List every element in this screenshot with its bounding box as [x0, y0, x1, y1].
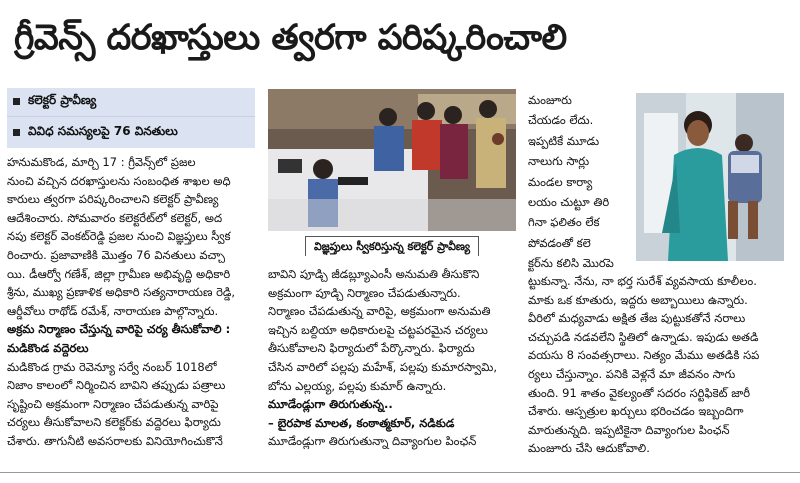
- subheading: మూడేండ్లుగా తిరుగుతున్న..: [268, 397, 393, 412]
- body-line: తుంది. 91 శాతం వైకల్యంతో సదరం సర్టిఫికెట్ జారీ: [528, 385, 751, 400]
- headline: గ్రీవెన్స్ దరఖాస్తులు త్వరగా పరిష్కరించాలి: [14, 18, 567, 58]
- body-line: మూడేండ్లుగా తిరుగుతున్నా దివ్యాంగుల పింఛన్: [268, 434, 477, 449]
- highlight-text: కలెక్టర్ ప్రావీణ్య: [28, 92, 97, 107]
- highlight-text: వివిధ సమస్యలపై 76 వినతులు: [28, 123, 178, 138]
- body-line: ర్యలు చేస్తున్నాం. పనికి వెళ్లనే మా జీవనం సాగు: [528, 366, 736, 381]
- body-line: యి. డీఆర్వో గణేశ్, జిల్లా గ్రామీణ అభివృద్ధి అధికారి: [7, 266, 231, 281]
- body-line: బోను ఎల్లయ్య, పల్లపు కుమార్ ఉన్నారు.: [268, 378, 447, 393]
- photo-caption: [268, 236, 516, 256]
- square-bullet-icon: [13, 98, 20, 105]
- news-photo-mother-child: [636, 93, 784, 261]
- body-line: శ్రీను, ముఖ్య ప్రణాళిక అధికారి సత్యనారాయణ రెడ్డి,: [7, 285, 236, 300]
- body-line: చచ్చుపడి నడవలేని స్థితిలో ఉన్నాడు. ఇపుడు అతడి: [528, 329, 759, 344]
- body-line: రించారు. ప్రజావాణికి మొత్తం 76 వినతులు వచ్చా: [7, 247, 226, 262]
- body-line: నుంచి వచ్చిన దరఖాస్తులను సంబంధిత శాఖల అధి: [7, 173, 231, 188]
- square-bullet-icon: [13, 129, 20, 136]
- body-line: చేశారు. ఆస్పత్రుల ఖర్చులు భరించడం ఇబ్బందిగా: [528, 404, 744, 419]
- body-line: నాలుగు సార్లు: [528, 154, 590, 169]
- body-line: చేసిన వారిలో పల్లపు మహేశ్, పల్లపు కుమారస్వామి,: [268, 359, 497, 374]
- body-line: హనుమకొండ, మార్చి 17 : గ్రీవెన్స్‌లో ప్రజల: [7, 155, 196, 169]
- body-line: మంజూరు: [528, 93, 572, 107]
- body-line: వీరిలో మధ్యవాడు అక్షిత తేజ పుట్టుకతోనే నరాలు: [528, 311, 746, 326]
- body-line: పోవడంతో కలె: [528, 235, 591, 250]
- body-line: మాకు ఒక కూతురు, ఇద్దరు అబ్బాయిలు ఉన్నారు.: [528, 292, 748, 307]
- news-photo-collector: [268, 89, 516, 231]
- body-line: ట్టుకున్నా. నేను, నా భర్త సురేశ్ వ్యవసాయ కూలీలం.: [528, 274, 757, 288]
- body-line: నిర్మాణం చేపడుతున్న వారిపై, అక్రమంగా అనుమతి: [268, 304, 491, 319]
- highlight-item: [7, 119, 255, 145]
- body-line: చేయడం లేదు.: [528, 113, 594, 128]
- body-line: గినా ఫలితం లేక: [528, 215, 600, 230]
- subheading: అక్రమ నిర్మాణం చేస్తున్న వారిపై చర్య తీసుకోవాలి :: [7, 322, 231, 337]
- highlights-box: [7, 88, 255, 148]
- bottom-rule: [0, 472, 800, 473]
- body-line: మండల కార్యా: [528, 174, 593, 189]
- highlight-item: [7, 88, 255, 114]
- body-line: సృష్టించి అక్రమంగా నిర్మాణం చేపడుతున్న వారిపై: [7, 396, 219, 411]
- body-line: ఇచ్చిన బల్దియా అధికారులపై చట్టపరమైన చర్యలు: [268, 322, 488, 337]
- divider: [7, 116, 255, 117]
- body-line: బావిని పూడ్చి జీడబ్ల్యూఎంసీ అనుమతి తీసుకొని: [268, 267, 480, 281]
- body-line: లయం చుట్టూ తిరి: [528, 195, 610, 210]
- caption-text: విజ్ఞప్తులు స్వీకరిస్తున్న కలెక్టర్ ప్రావీణ్య: [305, 236, 479, 256]
- article-column-3-narrow: [528, 90, 632, 274]
- body-line: మంజూరు చేసి ఆదుకోవాలి.: [528, 441, 650, 456]
- article-column-3-wide: [528, 272, 786, 458]
- body-line: కారులు త్వరగా పరిష్కరించాలని కలెక్టర్ ప్రావీణ్య: [7, 192, 219, 207]
- body-line: అక్రమంగా పూడ్చి నిర్మాణం చేపడుతున్నారు.: [268, 285, 461, 300]
- subheading: మడికొండ వద్దెరలు: [7, 340, 89, 355]
- body-line: తీసుకోవాలని ఫిర్యాదులో పేర్కొన్నారు. ఫిర్యాదు: [268, 341, 475, 356]
- body-line: ఆర్డీవోలు రాథోడ్ రమేశ్, నారాయణ పాల్గొన్నారు.: [7, 303, 219, 318]
- body-line: క్టర్‌ను కలిసి మొరపె: [528, 256, 614, 271]
- body-line: నిజాం కాలంలో నిర్మించిన బావిని తప్పుడు పత్రాలు: [7, 378, 226, 393]
- body-line: ఆదేశించారు. సోమవారం కలెక్టరేట్‌లో కలెక్టర్, అద: [7, 210, 223, 225]
- article-column-1: [7, 153, 257, 451]
- body-line: ఇప్పటికే మూడు: [528, 133, 600, 148]
- body-line: వయసు 8 సంవత్సరాలు. నిత్యం మేము అతడికి సప: [528, 348, 760, 363]
- body-line: మారుతున్నది. ఇప్పటికైనా దివ్యాంగుల పింఛన్: [528, 422, 730, 437]
- byline: – బైరపాక మాలత, కంఠాత్మకూర్, నడికుడ: [268, 415, 455, 430]
- body-line: మడికొండ గ్రామ రెవెన్యూ సర్వే నంబర్ 1018లో: [7, 359, 217, 374]
- body-line: నపు కలెక్టర్ వెంకట్‌రెడ్డి ప్రజల నుంచి విజ్ఞప్తులు స్వీక: [7, 229, 231, 244]
- article-column-2: [268, 265, 518, 451]
- body-line: చర్యలు తీసుకోవాలని కలెక్టర్‌కు వద్దెరలు ఫిర్యాదు: [7, 415, 221, 430]
- body-line: చేశారు. తాగునీటి అవసరాలకు వినియోగించుకొనే: [7, 433, 223, 448]
